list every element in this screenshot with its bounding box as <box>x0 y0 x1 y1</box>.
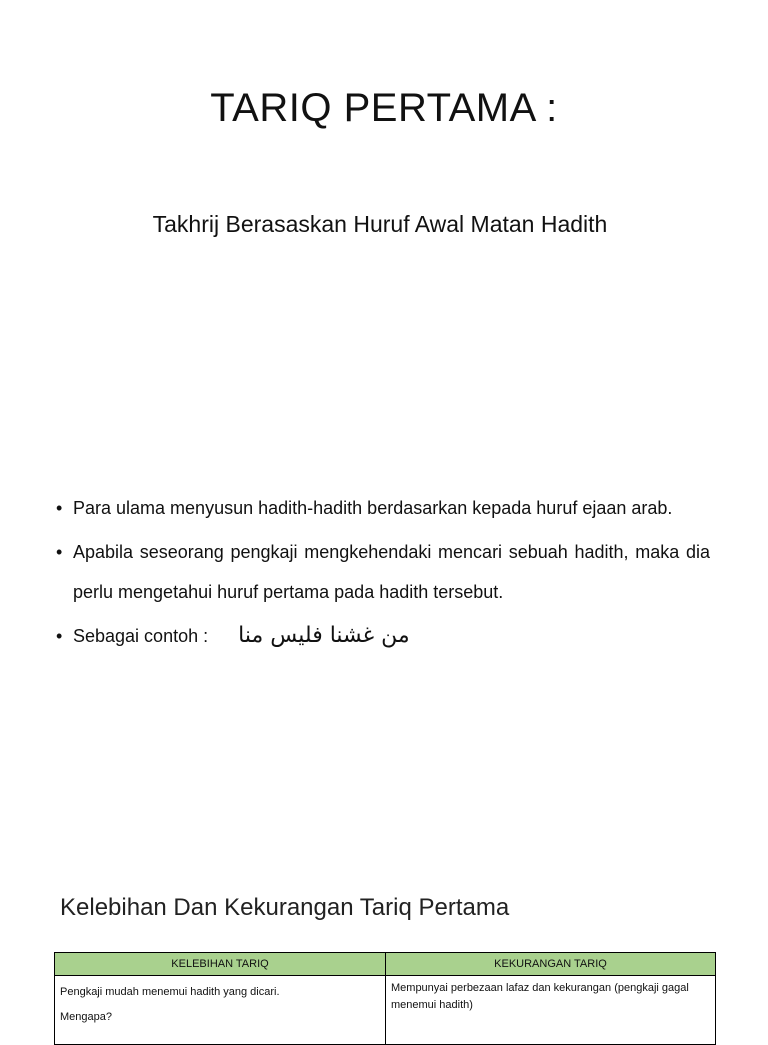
arabic-example-text: من غشنا فليس منا <box>238 623 410 648</box>
table-header-kekurangan: KEKURANGAN TARIQ <box>386 953 716 976</box>
bullet-text: Apabila seseorang pengkaji mengkehendaki mencari sebuah hadith, maka dia perlu mengetahui huruf pertama pada hadith tersebut. <box>73 542 710 602</box>
bullet-item <box>56 532 710 612</box>
table-row <box>55 976 716 1045</box>
bullet-marker: • <box>56 542 63 562</box>
slide-title: TARIQ PERTAMA : <box>210 86 558 130</box>
table-header-kelebihan: KELEBIHAN TARIQ <box>55 953 386 976</box>
section-heading: Kelebihan Dan Kekurangan Tariq Pertama <box>60 894 510 921</box>
bullet-list <box>56 488 710 660</box>
bullet-text: Para ulama menyusun hadith-hadith berdasarkan kepada huruf ejaan arab. <box>73 498 673 518</box>
comparison-table <box>54 952 716 1045</box>
bullet-item-example <box>56 616 710 656</box>
example-row <box>73 616 710 656</box>
bullet-marker: • <box>56 498 63 518</box>
cell-line: Mengapa? <box>60 1011 112 1023</box>
cell-line: Pengkaji mudah menemui hadith yang dicari. <box>60 986 280 998</box>
bullet-marker: • <box>56 626 63 646</box>
table-cell-kelebihan <box>55 976 386 1045</box>
slide-subtitle: Takhrij Berasaskan Huruf Awal Matan Hadith <box>152 211 608 237</box>
example-label: Sebagai contoh : <box>73 626 209 646</box>
table-header-row <box>55 953 716 976</box>
table-cell-kekurangan: Mempunyai perbezaan lafaz dan kekurangan (pengkaji gagal menemui hadith) <box>386 976 716 1045</box>
bullet-item <box>56 488 710 528</box>
